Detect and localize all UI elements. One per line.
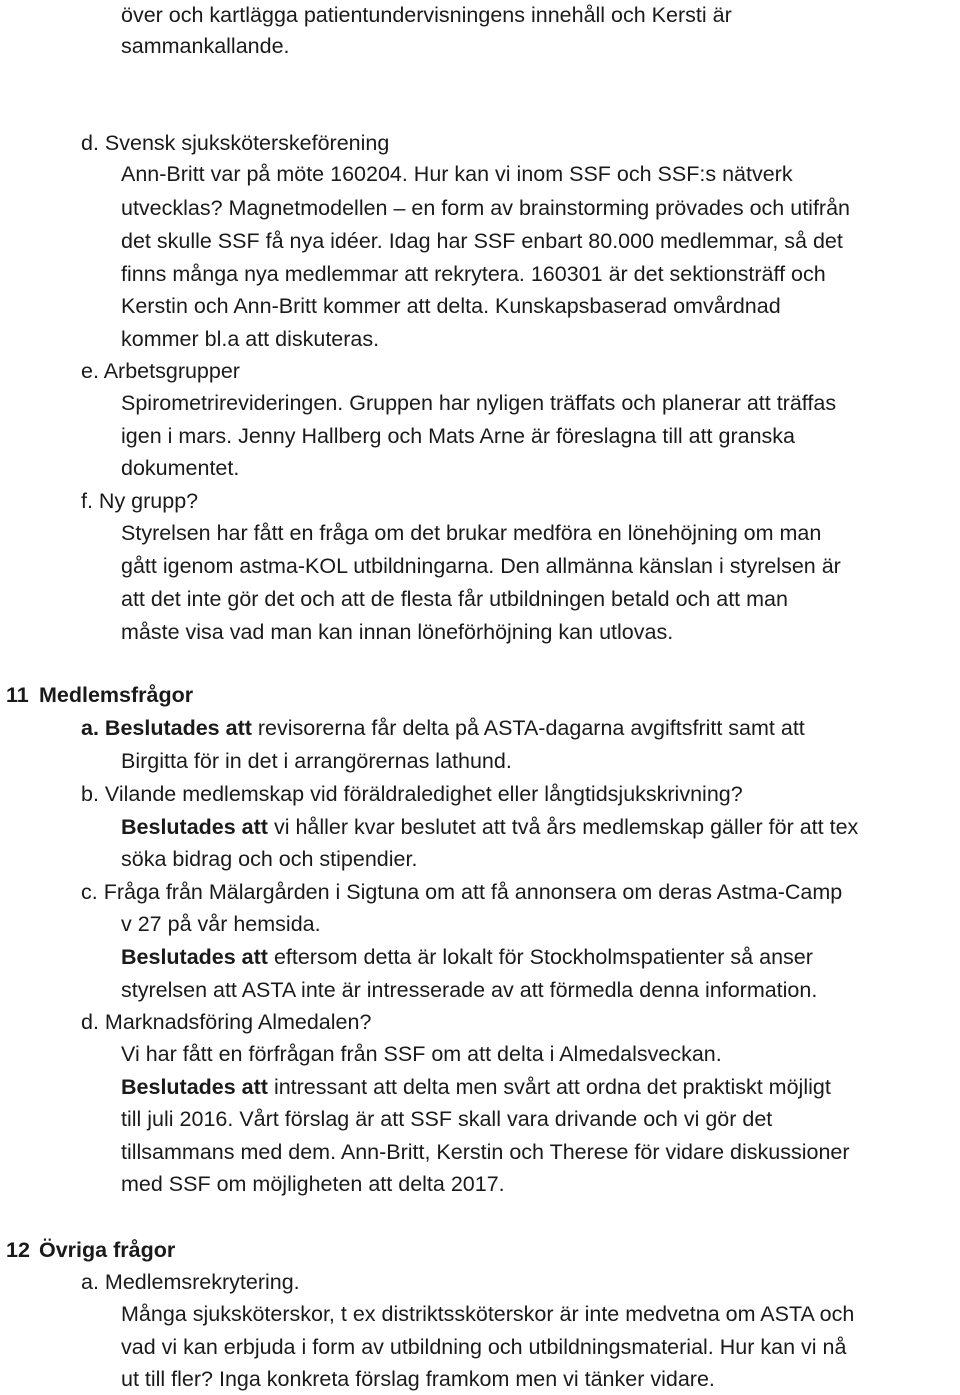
section-title: Medlemsfrågor <box>39 683 194 707</box>
paragraph-line: finns många nya medlemmar att rekrytera. 160301 är det sektionsträff och <box>121 262 826 286</box>
section-heading-12 <box>6 1235 175 1265</box>
decision-text: vi håller kvar beslutet att två års medlemskap gäller för att tex <box>267 815 859 839</box>
item-b-label: b. Vilande medlemskap vid föräldraledighet eller långtidsjukskrivning? <box>81 782 743 806</box>
paragraph-line: utvecklas? Magnetmodellen – en form av brainstorming prövades och utifrån <box>121 196 850 220</box>
paragraph-line: dokumentet. <box>121 456 240 480</box>
item-f-label: f. Ny grupp? <box>81 489 199 513</box>
decision-text: intressant att delta men svårt att ordna det praktiskt möjligt <box>267 1075 831 1099</box>
paragraph-line: till juli 2016. Vårt förslag är att SSF skall vara drivande och vi gör det <box>121 1107 773 1131</box>
decision-line <box>121 942 813 972</box>
paragraph-line: det skulle SSF få nya idéer. Idag har SSF enbart 80.000 medlemmar, så det <box>121 229 843 253</box>
paragraph-line: måste visa vad man kan innan löneförhöjning kan utlovas. <box>121 620 674 644</box>
paragraph-line: igen i mars. Jenny Hallberg och Mats Arne är föreslagna till att granska <box>121 424 795 448</box>
decision-line <box>121 812 858 842</box>
paragraph-line: tillsammans med dem. Ann-Britt, Kerstin och Therese för vidare diskussioner <box>121 1140 850 1164</box>
item-d-label: d. Svensk sjuksköterskeförening <box>81 131 390 155</box>
paragraph-line: Vi har fått en förfrågan från SSF om att delta i Almedalsveckan. <box>121 1042 722 1066</box>
section-heading-11 <box>6 680 193 710</box>
paragraph-line: söka bidrag och och stipendier. <box>121 847 418 871</box>
paragraph-line: att det inte gör det och att de flesta får utbildningen betald och att man <box>121 587 788 611</box>
item-prefix: a. <box>81 716 99 740</box>
paragraph-line: ut till fler? Inga konkreta förslag framkom men vi tänker vidare. <box>121 1367 715 1391</box>
paragraph-line: Många sjuksköterskor, t ex distriktssköterskor är inte medvetna om ASTA och <box>121 1302 855 1326</box>
decision-line <box>81 713 805 743</box>
decision-keyword: Beslutades att <box>121 815 268 839</box>
item-e-label: e. Arbetsgrupper <box>81 359 240 383</box>
decision-keyword: Beslutades att <box>121 1075 268 1099</box>
decision-keyword: Beslutades att <box>104 716 252 740</box>
paragraph-line: över och kartlägga patientundervisningens innehåll och Kersti är <box>121 3 732 27</box>
paragraph-line: Spirometrirevideringen. Gruppen har nyligen träffats och planerar att träffas <box>121 391 837 415</box>
paragraph-line: styrelsen att ASTA inte är intresserade av att förmedla denna information. <box>121 978 818 1002</box>
decision-line <box>121 1072 831 1102</box>
item-d-label: d. Marknadsföring Almedalen? <box>81 1010 372 1034</box>
paragraph-line: vad vi kan erbjuda i form av utbildning och utbildningsmaterial. Hur kan vi nå <box>121 1335 847 1359</box>
section-number: 11 <box>6 683 29 707</box>
section-title: Övriga frågor <box>39 1238 176 1262</box>
paragraph-line: med SSF om möjligheten att delta 2017. <box>121 1172 505 1196</box>
paragraph-line: gått igenom astma-KOL utbildningarna. Den allmänna känslan i styrelsen är <box>121 554 841 578</box>
paragraph-line: v 27 på vår hemsida. <box>121 912 321 936</box>
paragraph-line: Styrelsen har fått en fråga om det brukar medföra en lönehöjning om man <box>121 521 822 545</box>
paragraph-line: Ann-Britt var på möte 160204. Hur kan vi inom SSF och SSF:s nätverk <box>121 162 793 186</box>
paragraph-line: Kerstin och Ann-Britt kommer att delta. Kunskapsbaserad omvårdnad <box>121 294 781 318</box>
paragraph-line: sammankallande. <box>121 34 290 58</box>
item-a-label: a. Medlemsrekrytering. <box>81 1270 300 1294</box>
section-number: 12 <box>6 1238 30 1262</box>
item-c-label: c. Fråga från Mälargården i Sigtuna om att få annonsera om deras Astma-Camp <box>81 880 843 904</box>
paragraph-line: kommer bl.a att diskuteras. <box>121 327 380 351</box>
decision-text: eftersom detta är lokalt för Stockholmspatienter så anser <box>267 945 813 969</box>
decision-text: revisorerna får delta på ASTA-dagarna avgiftsfritt samt att <box>251 716 805 740</box>
paragraph-line: Birgitta för in det i arrangörernas lathund. <box>121 749 512 773</box>
decision-keyword: Beslutades att <box>121 945 268 969</box>
